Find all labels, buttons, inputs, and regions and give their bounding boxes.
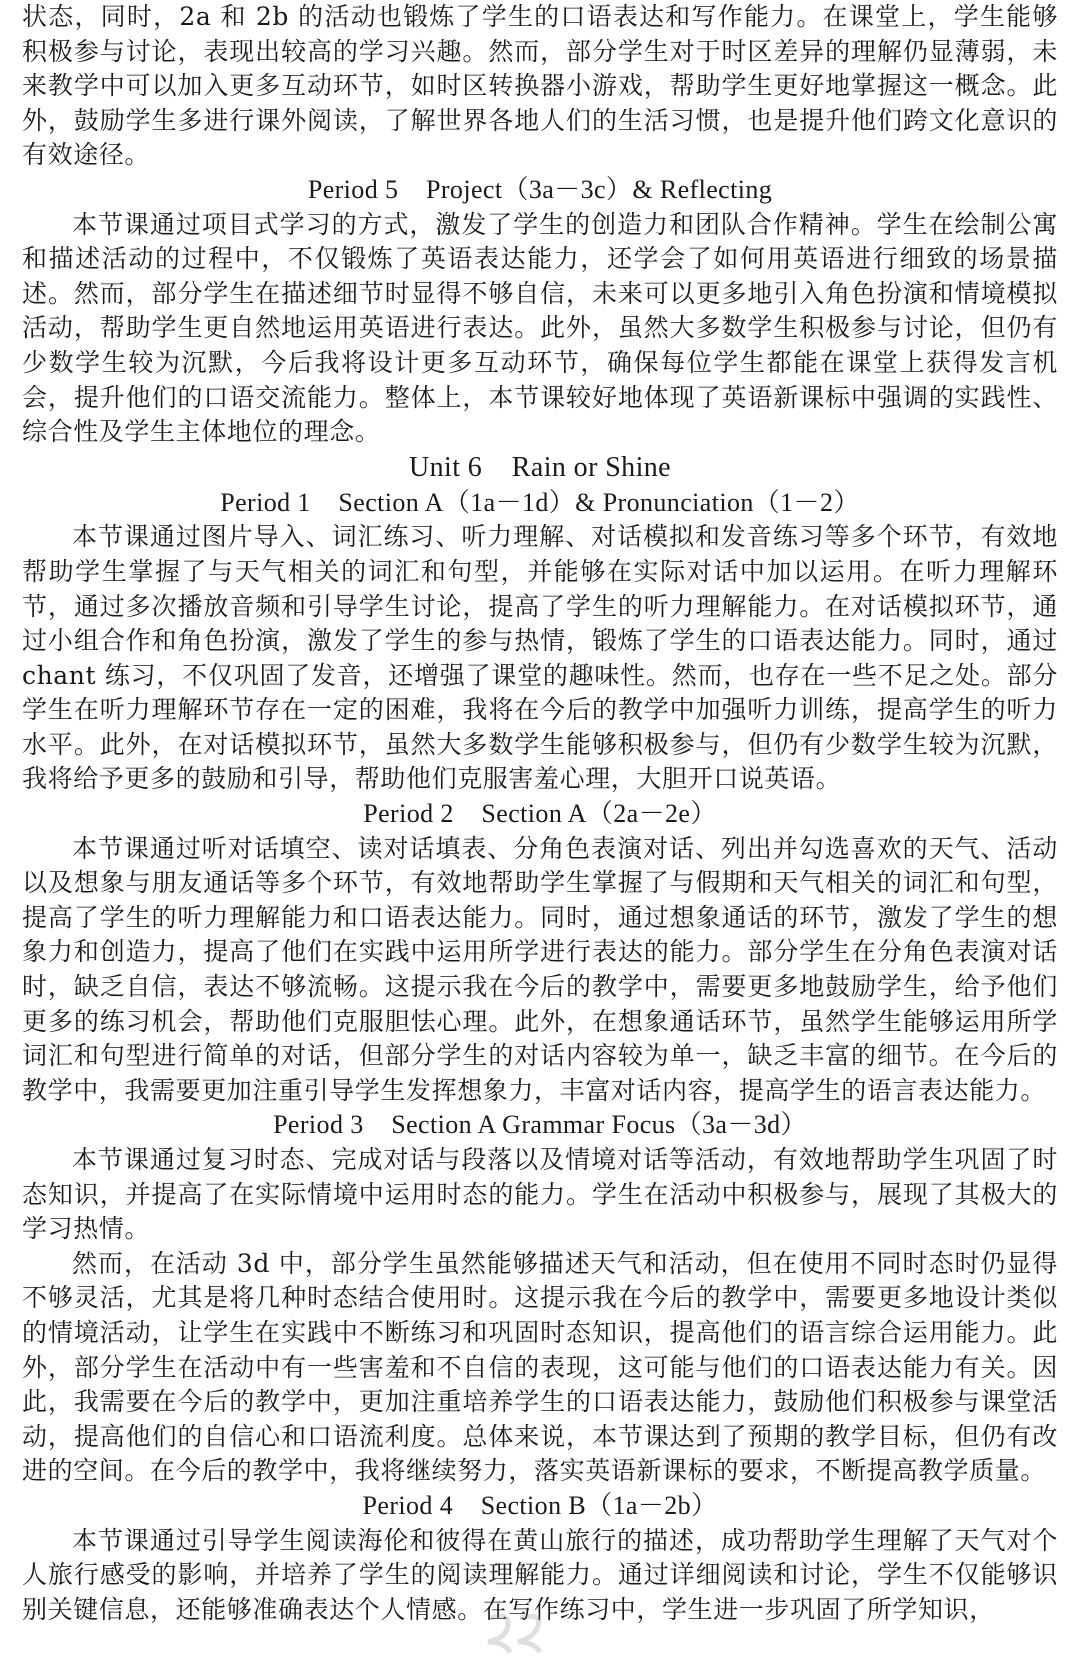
unit-6-period-1-heading: Period 1 Section A（1a－1d）& Pronunciation（1－2） [220, 487, 860, 517]
unit-6-period-3-heading: Period 3 Section A Grammar Focus（3a－3d） [273, 1110, 807, 1140]
unit-6-period-4-heading: Period 4 Section B（1a－2b） [362, 1490, 718, 1520]
unit-6-period-1-paragraph: 本节课通过图片导入、词汇练习、听力理解、对话模拟和发音练习等多个环节，有效地帮助学生掌握了与天气相关的词汇和句型，并能够在实际对话中加以运用。在听力理解环节，通过多次播放音频和引导学生讨论，提高了学生的听力理解能力。在对话模拟环节，通过小组合作和角色扮演，激发了学生的参与热情，锻炼了学生的口语表达能力。同时，通过 chant 练习，不仅巩固了发音，还增强了课堂的趣味性。然而，也存在一些不足之处。部分学生在听力理解环节存在一定的困难，我将在今后的教学中加强听力训练，提高学生的听力水平。此外，在对话模拟环节，虽然大多数学生能够积极参与，但仍有少数学生较为沉默，我将给予更多的鼓励和引导，帮助他们克服害羞心理，大胆开口说英语。 [22, 522, 1058, 794]
unit-6-period-3-paragraph-2: 然而，在活动 3d 中，部分学生虽然能够描述天气和活动，但在使用不同时态时仍显得不够灵活，尤其是将几种时态结合使用时。这提示我在今后的教学中，需要更多地设计类似的情境活动，让学生在实践中不断练习和巩固时态知识，提高他们的语言综合运用能力。此外，部分学生在活动中有一些害羞和不自信的表现，这可能与他们的口语表达能力有关。因此，我需要在今后的教学中，更加注重培养学生的口语表达能力，鼓励他们积极参与课堂活动，提高他们的自信心和口语流利度。总体来说，本节课达到了预期的教学目标，但仍有改进的空间。在今后的教学中，我将继续努力，落实英语新课标的要求，不断提高教学质量。 [22, 1248, 1058, 1486]
period-5-heading: Period 5 Project（3a－3c）& Reflecting [307, 174, 773, 204]
unit-6-title: Unit 6 Rain or Shine [409, 451, 671, 483]
watermark-logo [480, 1612, 550, 1666]
period-5-paragraph: 本节课通过项目式学习的方式，激发了学生的创造力和团队合作精神。学生在绘制公寓和描述活动的过程中，不仅锻炼了英语表达能力，还学会了如何用英语进行细致的场景描述。然而，部分学生在描述细节时显得不够自信，未来可以更多地引入角色扮演和情境模拟活动，帮助学生更自然地运用英语进行表达。此外，虽然大多数学生积极参与讨论，但仍有少数学生较为沉默，今后我将设计更多互动环节，确保每位学生都能在课堂上获得发言机会，提升他们的口语交流能力。整体上，本节课较好地体现了英语新课标中强调的实践性、综合性及学生主体地位的理念。 [22, 209, 1058, 447]
unit-6-period-4-paragraph: 本节课通过引导学生阅读海伦和彼得在黄山旅行的描述，成功帮助学生理解了天气对个人旅行感受的影响，并培养了学生的阅读理解能力。通过详细阅读和讨论，学生不仅能够识别关键信息，还能够准确表达个人情感。在写作练习中，学生进一步巩固了所学知识， [22, 1525, 1058, 1624]
unit-6-period-3-paragraph-1: 本节课通过复习时态、完成对话与段落以及情境对话等活动，有效地帮助学生巩固了时态知识，并提高了在实际情境中运用时态的能力。学生在活动中积极参与，展现了其极大的学习热情。 [22, 1145, 1058, 1244]
unit-6-period-2-paragraph: 本节课通过听对话填空、读对话填表、分角色表演对话、列出并勾选喜欢的天气、活动以及想象与朋友通话等多个环节，有效地帮助学生掌握了与假期和天气相关的词汇和句型，提高了学生的听力理解能力和口语表达能力。同时，通过想象通话的环节，激发了学生的想象力和创造力，提高了他们在实践中运用所学进行表达的能力。部分学生在分角色表演对话时，缺乏自信，表达不够流畅。这提示我在今后的教学中，需要更多地鼓励学生，给予他们更多的练习机会，帮助他们克服胆怯心理。此外，在想象通话环节，虽然学生能够运用所学词汇和句型进行简单的对话，但部分学生的对话内容较为单一，缺乏丰富的细节。在今后的教学中，我需要更加注重引导学生发挥想象力，丰富对话内容，提高学生的语言表达能力。 [22, 833, 1058, 1105]
unit-6-period-2-heading: Period 2 Section A（2a－2e） [363, 799, 717, 829]
document-page [22, 0, 1058, 1627]
paragraph-intro: 状态，同时，2a 和 2b 的活动也锻炼了学生的口语表达和写作能力。在课堂上，学生能够积极参与讨论，表现出较高的学习兴趣。然而，部分学生对于时区差异的理解仍显薄弱，未来教学中可以加入更多互动环节，如时区转换器小游戏，帮助学生更好地掌握这一概念。此外，鼓励学生多进行课外阅读，了解世界各地人们的生活习惯，也是提升他们跨文化意识的有效途径。 [22, 2, 1058, 170]
